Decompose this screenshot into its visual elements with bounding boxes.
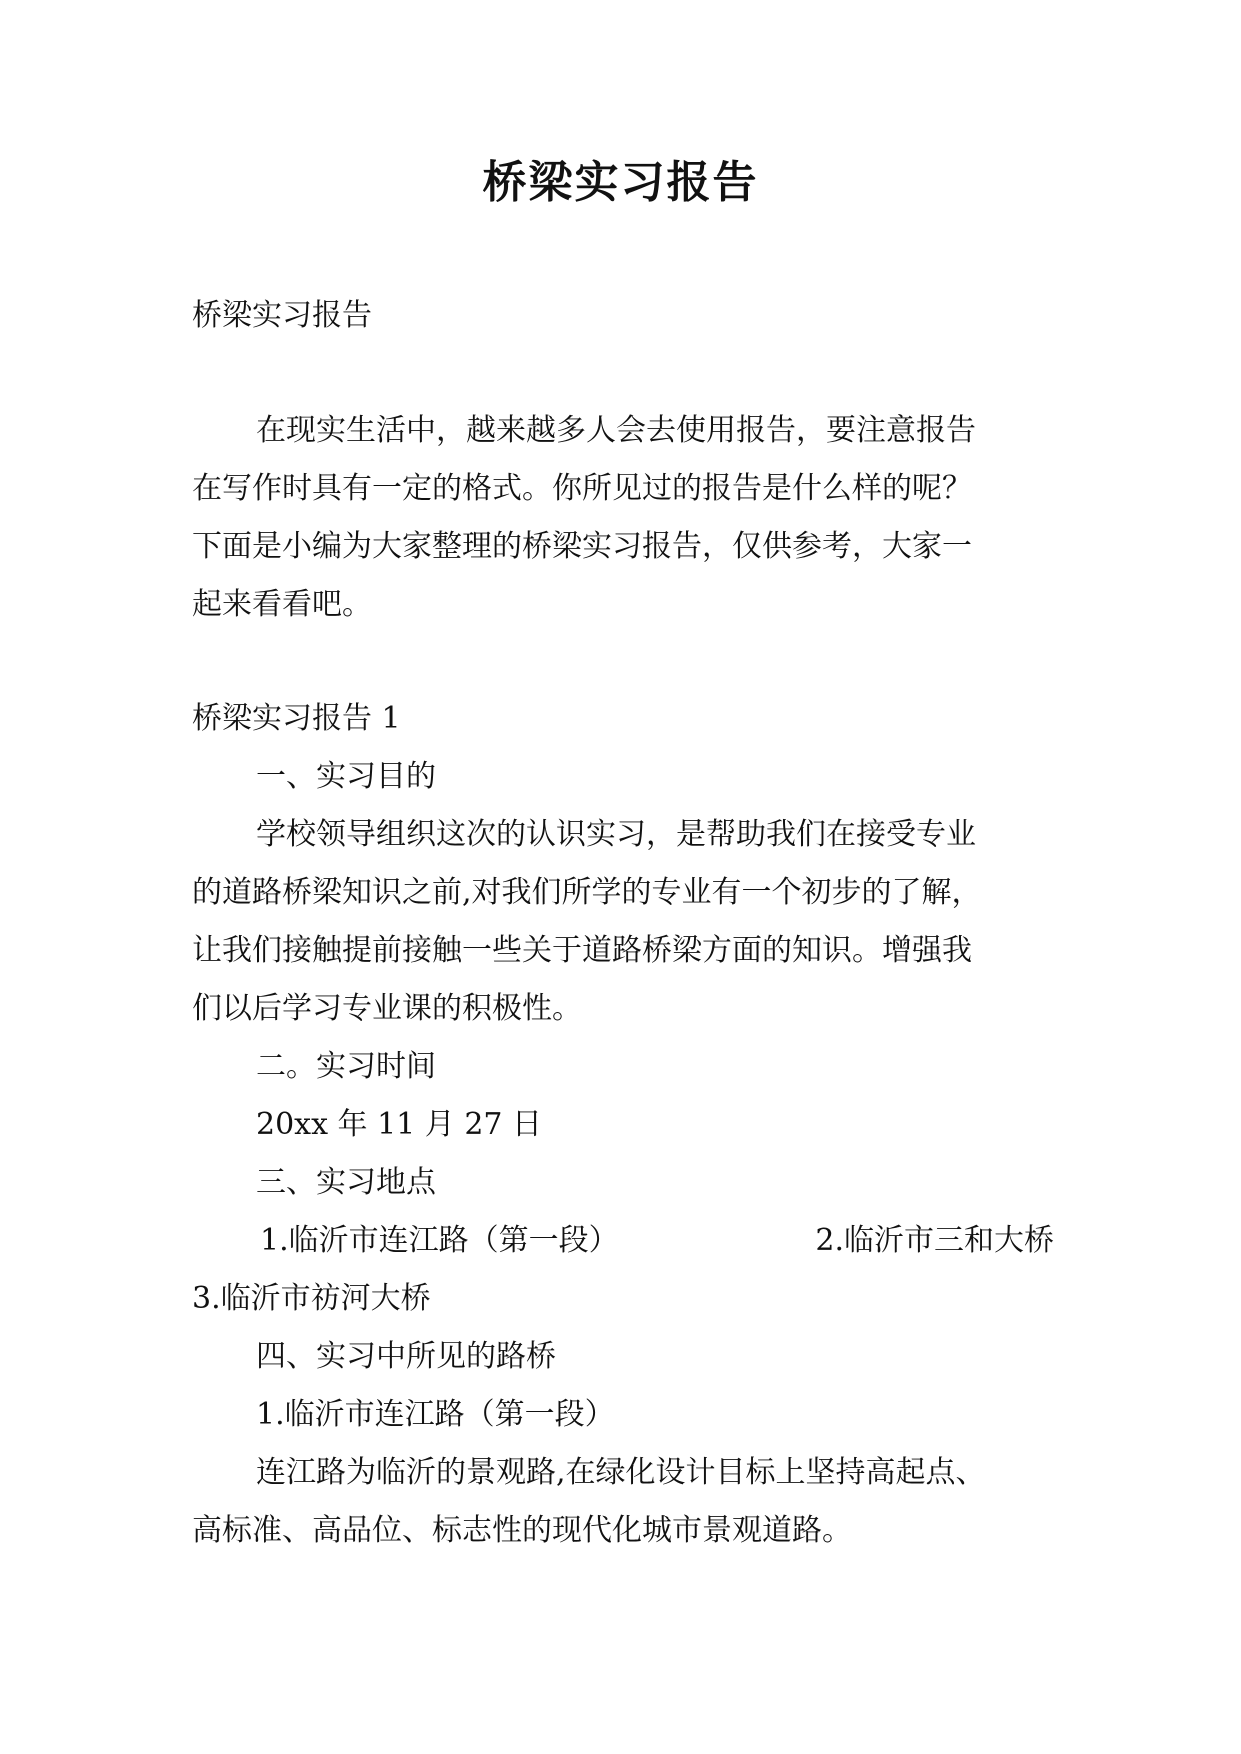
location-row [192,1218,1054,1264]
location-heading: 三、实习地点 [256,1165,436,1200]
location-item-1: 1.临沂市连江路（第一段） [260,1223,619,1258]
document-subtitle: 桥梁实习报告 [192,298,372,333]
intro-line-1: 在现实生活中，越来越多人会去使用报告，要注意报告 [256,413,976,448]
time-heading: 二。实习时间 [256,1049,436,1084]
bridge-desc-line-2: 高标准、高品位、标志性的现代化城市景观道路。 [192,1513,852,1548]
time-value: 20xx 年 11 月 27 日 [256,1107,543,1142]
bridge-desc-line-1: 连江路为临沂的景观路,在绿化设计目标上坚持高起点、 [256,1455,986,1490]
purpose-line-1: 学校领导组织这次的认识实习，是帮助我们在接受专业 [256,817,976,852]
section-title: 桥梁实习报告 1 [192,701,401,736]
purpose-line-4: 们以后学习专业课的积极性。 [192,991,582,1026]
location-item-3: 3.临沂市祊河大桥 [192,1281,431,1316]
bridges-heading: 四、实习中所见的路桥 [256,1339,556,1374]
location-item-2: 2.临沂市三和大桥 [815,1223,1054,1258]
purpose-line-2: 的道路桥梁知识之前,对我们所学的专业有一个初步的了解， [192,875,982,910]
intro-line-2: 在写作时具有一定的格式。你所见过的报告是什么样的呢？ [192,471,972,506]
bridge-item-1: 1.临沂市连江路（第一段） [256,1397,615,1432]
intro-line-4: 起来看看吧。 [192,587,372,622]
intro-line-3: 下面是小编为大家整理的桥梁实习报告，仅供参考，大家一 [192,529,972,564]
purpose-heading: 一、实习目的 [256,759,436,794]
purpose-line-3: 让我们接触提前接触一些关于道路桥梁方面的知识。增强我 [192,933,972,968]
document-title: 桥梁实习报告 [482,157,759,208]
